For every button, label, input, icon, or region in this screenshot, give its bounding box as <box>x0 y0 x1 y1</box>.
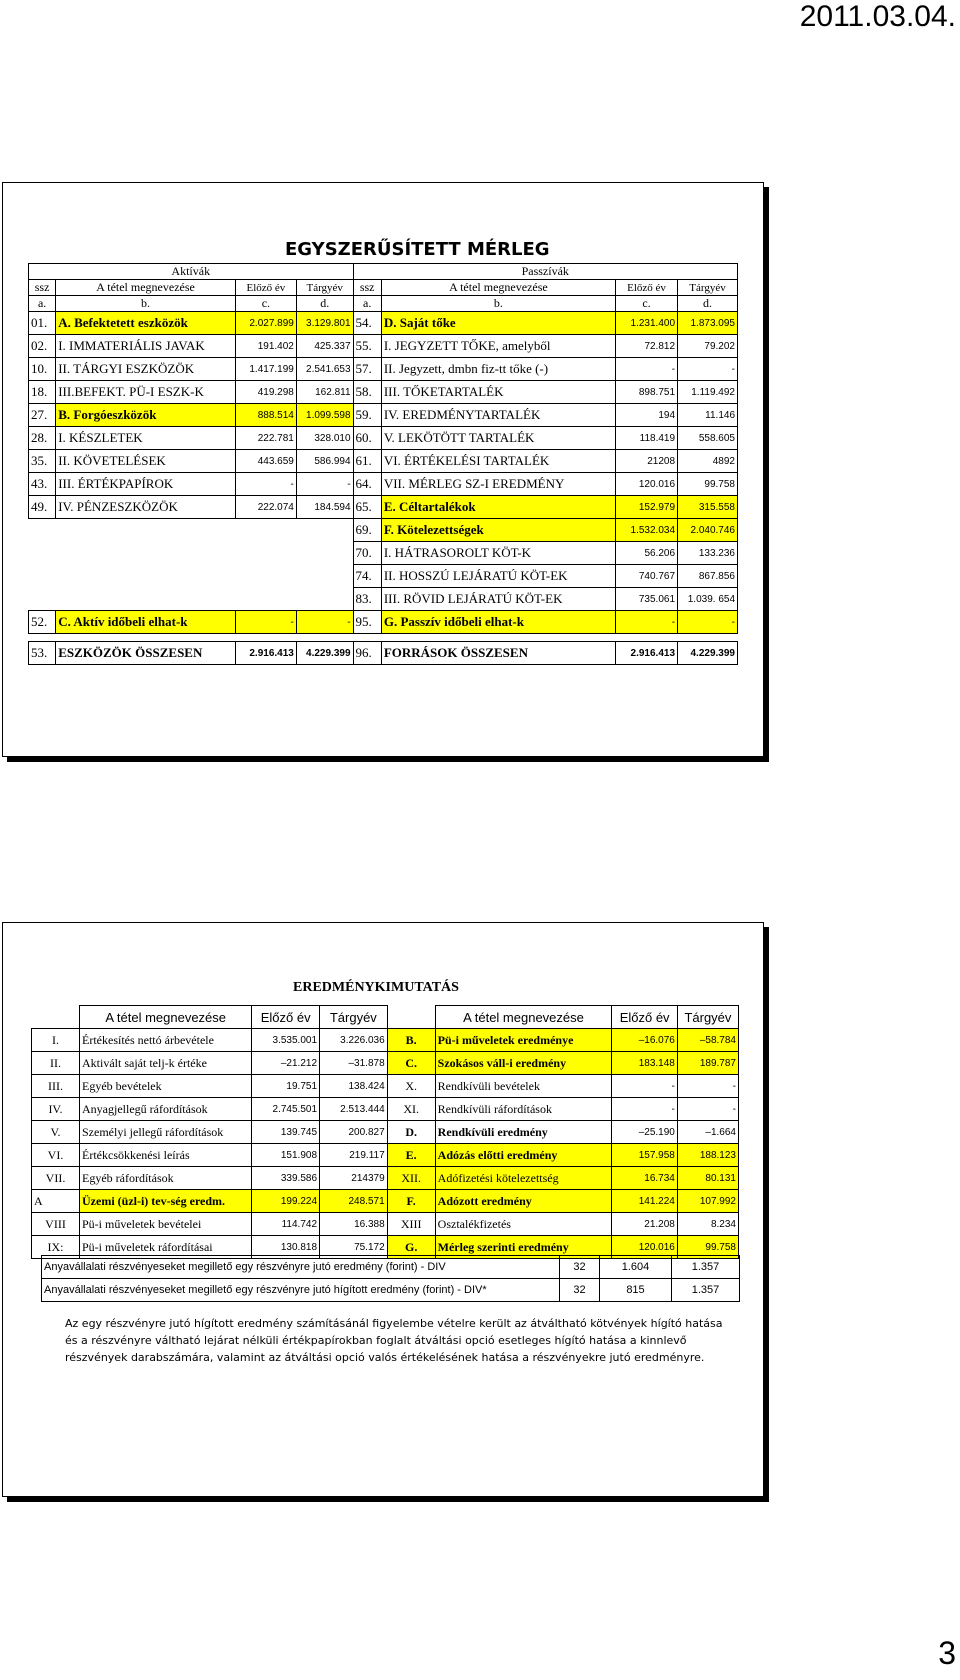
right-row-curr: 2.040.746 <box>678 519 738 542</box>
balance-table <box>28 263 738 665</box>
col-header: ssz <box>29 280 56 296</box>
aktivak-heading: Aktívák <box>29 264 354 280</box>
left-row-ssz: 28. <box>29 427 56 450</box>
left-row-label: B. Forgóeszközök <box>56 404 236 427</box>
income-row <box>32 1213 739 1236</box>
right-row-label: E. Céltartalékok <box>381 496 615 519</box>
left-row-prev: 419.298 <box>235 381 296 404</box>
balance-letter-row <box>29 296 738 312</box>
left-row-ssz: 18. <box>29 381 56 404</box>
left-row-ssz <box>29 565 56 588</box>
left-row-ssz: 01. <box>29 312 56 335</box>
right-row-label: Rendkívüli bevételek <box>435 1075 612 1098</box>
left-row-label: Üzemi (üzl-i) tev-ség eredm. <box>80 1190 252 1213</box>
income-table <box>31 1005 739 1259</box>
left-row-code: A <box>32 1190 80 1213</box>
right-row-prev: - <box>615 611 677 634</box>
left-row-code: VII. <box>32 1167 80 1190</box>
balance-row <box>29 381 738 404</box>
right-row-prev: - <box>615 358 677 381</box>
income-row <box>32 1029 739 1052</box>
left-row-curr: 75.172 <box>320 1236 388 1259</box>
left-row-curr: 586.994 <box>296 450 353 473</box>
right-row-prev: 1.231.400 <box>615 312 677 335</box>
left-row-code: VIII <box>32 1213 80 1236</box>
total-prev: 2.916.413 <box>235 642 296 665</box>
left-row-curr: 184.594 <box>296 496 353 519</box>
col-letter: c. <box>615 296 677 312</box>
left-row-curr: 138.424 <box>320 1075 388 1098</box>
left-row-prev: 114.742 <box>252 1213 320 1236</box>
left-row-curr: 162.811 <box>296 381 353 404</box>
right-row-label: D. Saját tőke <box>381 312 615 335</box>
right-row-prev: 194 <box>615 404 677 427</box>
left-row-curr: 425.337 <box>296 335 353 358</box>
right-row-ssz: 70. <box>353 542 381 565</box>
balance-header-row <box>29 280 738 296</box>
right-row-prev: 735.061 <box>615 588 677 611</box>
left-row-curr: 214379 <box>320 1167 388 1190</box>
right-row-label: III. TŐKETARTALÉK <box>381 381 615 404</box>
income-body <box>32 1029 739 1259</box>
left-row-prev: 199.224 <box>252 1190 320 1213</box>
right-row-label: VII. MÉRLEG SZ-I EREDMÉNY <box>381 473 615 496</box>
right-row-prev: 1.532.034 <box>615 519 677 542</box>
left-row-code: I. <box>32 1029 80 1052</box>
left-row-prev <box>235 588 296 611</box>
income-row <box>32 1167 739 1190</box>
right-row-prev: 56.206 <box>615 542 677 565</box>
left-row-prev: 3.535.001 <box>252 1029 320 1052</box>
eps-div: 32 <box>560 1256 600 1279</box>
left-row-label <box>56 588 236 611</box>
right-row-code: D. <box>387 1121 435 1144</box>
right-row-ssz: 64. <box>353 473 381 496</box>
left-row-label <box>56 519 236 542</box>
left-row-label: Értékesítés nettó árbevétele <box>80 1029 252 1052</box>
eps-curr: 1.357 <box>672 1256 740 1279</box>
balance-row <box>29 450 738 473</box>
right-row-curr: 79.202 <box>678 335 738 358</box>
col-header: Előző év <box>252 1006 320 1029</box>
left-row-prev: –21.212 <box>252 1052 320 1075</box>
col-letter: d. <box>678 296 738 312</box>
right-row-prev: 141.224 <box>612 1190 677 1213</box>
left-row-label: Egyéb ráfordítások <box>80 1167 252 1190</box>
left-row-label: III. ÉRTÉKPAPÍROK <box>56 473 236 496</box>
left-row-label: Pü-i műveletek ráfordításai <box>80 1236 252 1259</box>
right-row-prev: 120.016 <box>615 473 677 496</box>
right-row-label: II. HOSSZÚ LEJÁRATÚ KÖT-EK <box>381 565 615 588</box>
right-row-prev: 21208 <box>615 450 677 473</box>
left-row-label: Egyéb bevételek <box>80 1075 252 1098</box>
col-header: Előző év <box>235 280 296 296</box>
right-row-curr: 1.039. 654 <box>678 588 738 611</box>
balance-row <box>29 473 738 496</box>
income-title: EREDMÉNYKIMUTATÁS <box>293 980 459 995</box>
left-row-code: IV. <box>32 1098 80 1121</box>
right-row-label: Mérleg szerinti eredmény <box>435 1236 612 1259</box>
col-header: Tárgyév <box>677 1006 738 1029</box>
left-row-prev: 222.781 <box>235 427 296 450</box>
eps-prev: 815 <box>600 1279 672 1302</box>
left-row-label: A. Befektetett eszközök <box>56 312 236 335</box>
col-header: Tárgyév <box>320 1006 388 1029</box>
left-row-label: Pü-i műveletek bevételei <box>80 1213 252 1236</box>
left-row-prev: - <box>235 473 296 496</box>
income-row <box>32 1098 739 1121</box>
left-row-prev: 339.586 <box>252 1167 320 1190</box>
left-row-prev: 888.514 <box>235 404 296 427</box>
left-row-ssz: 02. <box>29 335 56 358</box>
left-row-ssz <box>29 542 56 565</box>
col-letter: d. <box>296 296 353 312</box>
right-row-label: F. Kötelezettségek <box>381 519 615 542</box>
balance-row <box>29 312 738 335</box>
income-row <box>32 1075 739 1098</box>
left-row-prev <box>235 519 296 542</box>
right-row-curr: 133.236 <box>678 542 738 565</box>
eps-note: Az egy részvényre jutó hígított eredmény számításánál figyelembe vételre került az átváltható kötvények hígító hatása és a részvényre váltható lejárat nélküli értékpapírokban foglalt átváltási opció esetleges hígító hatása a kinnlevő részvények darabszámára, valamint az átváltási opció valós értékelésének hatása a részvényekre jutó eredményre. <box>65 1317 723 1364</box>
left-row-prev <box>235 565 296 588</box>
left-row-curr: 2.541.653 <box>296 358 353 381</box>
total-ssz: 53. <box>29 642 56 665</box>
right-row-curr: 99.758 <box>678 473 738 496</box>
left-row-curr: –31.878 <box>320 1052 388 1075</box>
left-row-label: Értékcsökkenési leírás <box>80 1144 252 1167</box>
left-row-label <box>56 542 236 565</box>
right-row-prev: 72.812 <box>615 335 677 358</box>
balance-sheet-slide <box>2 182 764 757</box>
date-stamp: 2011.03.04. <box>799 0 956 33</box>
right-row-label: G. Passzív időbeli elhat-k <box>381 611 615 634</box>
balance-row <box>29 404 738 427</box>
left-row-prev: 2.027.899 <box>235 312 296 335</box>
left-row-label: II. TÁRGYI ESZKÖZÖK <box>56 358 236 381</box>
right-row-label: Szokásos váll-i eredmény <box>435 1052 612 1075</box>
right-row-prev: 183.148 <box>612 1052 677 1075</box>
right-row-code: F. <box>387 1190 435 1213</box>
right-row-curr: 188.123 <box>677 1144 738 1167</box>
left-row-curr: 328.010 <box>296 427 353 450</box>
left-row-ssz: 10. <box>29 358 56 381</box>
right-row-label: II. Jegyzett, dmbn fiz-tt tőke (-) <box>381 358 615 381</box>
left-row-prev: 222.074 <box>235 496 296 519</box>
right-row-code: B. <box>387 1029 435 1052</box>
left-row-prev: - <box>235 611 296 634</box>
left-row-label: II. KÖVETELÉSEK <box>56 450 236 473</box>
right-row-label: Adózott eredmény <box>435 1190 612 1213</box>
left-row-prev: 2.745.501 <box>252 1098 320 1121</box>
balance-gap-row <box>29 634 738 642</box>
total-label: ESZKÖZÖK ÖSSZESEN <box>56 642 236 665</box>
right-row-curr: 99.758 <box>677 1236 738 1259</box>
right-row-prev: - <box>612 1075 677 1098</box>
right-row-prev: –16.076 <box>612 1029 677 1052</box>
income-header-row <box>32 1006 739 1029</box>
right-row-prev: 898.751 <box>615 381 677 404</box>
left-row-ssz: 35. <box>29 450 56 473</box>
balance-title: EGYSZERŰSÍTETT MÉRLEG <box>285 239 550 260</box>
left-row-code: IX: <box>32 1236 80 1259</box>
right-row-prev: - <box>612 1098 677 1121</box>
left-row-label <box>56 565 236 588</box>
balance-body <box>29 312 738 634</box>
left-row-curr <box>296 588 353 611</box>
right-row-curr: 867.856 <box>678 565 738 588</box>
balance-row <box>29 335 738 358</box>
left-row-ssz <box>29 519 56 542</box>
left-row-prev: 19.751 <box>252 1075 320 1098</box>
right-row-ssz: 54. <box>353 312 381 335</box>
left-row-prev: 151.908 <box>252 1144 320 1167</box>
eps-prev: 1.604 <box>600 1256 672 1279</box>
total-label: FORRÁSOK ÖSSZESEN <box>381 642 615 665</box>
left-row-ssz: 27. <box>29 404 56 427</box>
right-row-ssz: 69. <box>353 519 381 542</box>
right-row-curr: 80.131 <box>677 1167 738 1190</box>
right-row-curr: - <box>678 611 738 634</box>
col-header: Előző év <box>615 280 677 296</box>
right-row-curr: 4892 <box>678 450 738 473</box>
right-row-curr: –1.664 <box>677 1121 738 1144</box>
left-row-code: VI. <box>32 1144 80 1167</box>
right-row-ssz: 95. <box>353 611 381 634</box>
left-row-curr <box>296 542 353 565</box>
eps-row <box>42 1279 740 1302</box>
left-row-ssz: 43. <box>29 473 56 496</box>
right-row-ssz: 58. <box>353 381 381 404</box>
right-row-code: X. <box>387 1075 435 1098</box>
income-row <box>32 1121 739 1144</box>
col-header: Tárgyév <box>296 280 353 296</box>
right-row-curr: 107.992 <box>677 1190 738 1213</box>
right-row-label: V. LEKÖTÖTT TARTALÉK <box>381 427 615 450</box>
right-row-curr: 315.558 <box>678 496 738 519</box>
right-row-curr: –58.784 <box>677 1029 738 1052</box>
right-row-label: Rendkívüli ráfordítások <box>435 1098 612 1121</box>
right-row-ssz: 57. <box>353 358 381 381</box>
left-row-curr: 3.226.036 <box>320 1029 388 1052</box>
left-row-code: III. <box>32 1075 80 1098</box>
right-row-curr: 558.605 <box>678 427 738 450</box>
eps-row <box>42 1256 740 1279</box>
income-statement-slide <box>2 922 764 1497</box>
income-row <box>32 1144 739 1167</box>
right-row-prev: 152.979 <box>615 496 677 519</box>
right-row-label: Adófizetési kötelezettség <box>435 1167 612 1190</box>
left-row-prev: 191.402 <box>235 335 296 358</box>
left-row-code: V. <box>32 1121 80 1144</box>
page-number: 3 <box>938 1635 956 1671</box>
balance-row <box>29 496 738 519</box>
left-row-label: Aktivált saját telj-k értéke <box>80 1052 252 1075</box>
right-row-ssz: 74. <box>353 565 381 588</box>
right-row-label: III. RÖVID LEJÁRATÚ KÖT-EK <box>381 588 615 611</box>
left-row-ssz: 49. <box>29 496 56 519</box>
left-row-curr: 3.129.801 <box>296 312 353 335</box>
right-row-ssz: 55. <box>353 335 381 358</box>
col-header: A tétel megnevezése <box>56 280 236 296</box>
col-header: A tétel megnevezése <box>435 1006 612 1029</box>
left-row-prev: 1.417.199 <box>235 358 296 381</box>
left-row-prev: 130.818 <box>252 1236 320 1259</box>
right-row-curr: - <box>677 1098 738 1121</box>
right-row-label: I. JEGYZETT TŐKE, amelyből <box>381 335 615 358</box>
right-row-curr: 189.787 <box>677 1052 738 1075</box>
col-letter: b. <box>56 296 236 312</box>
right-row-curr: 1.119.492 <box>678 381 738 404</box>
balance-row <box>29 519 738 542</box>
balance-row <box>29 565 738 588</box>
right-row-ssz: 83. <box>353 588 381 611</box>
income-row <box>32 1190 739 1213</box>
right-row-label: Pü-i műveletek eredménye <box>435 1029 612 1052</box>
total-prev: 2.916.413 <box>615 642 677 665</box>
left-row-label: I. KÉSZLETEK <box>56 427 236 450</box>
right-row-code: XII. <box>387 1167 435 1190</box>
left-row-curr: 16.388 <box>320 1213 388 1236</box>
right-row-curr: 8.234 <box>677 1213 738 1236</box>
right-row-code: C. <box>387 1052 435 1075</box>
balance-row <box>29 588 738 611</box>
right-row-label: VI. ÉRTÉKELÉSI TARTALÉK <box>381 450 615 473</box>
eps-curr: 1.357 <box>672 1279 740 1302</box>
right-row-prev: –25.190 <box>612 1121 677 1144</box>
left-row-label: IV. PÉNZESZKÖZÖK <box>56 496 236 519</box>
left-row-curr: 219.117 <box>320 1144 388 1167</box>
right-row-code: XI. <box>387 1098 435 1121</box>
col-letter: a. <box>29 296 56 312</box>
right-row-prev: 157.958 <box>612 1144 677 1167</box>
col-header: ssz <box>353 280 381 296</box>
right-row-ssz: 61. <box>353 450 381 473</box>
total-curr: 4.229.399 <box>296 642 353 665</box>
right-row-label: Rendkívüli eredmény <box>435 1121 612 1144</box>
right-row-ssz: 60. <box>353 427 381 450</box>
right-row-label: Osztalékfizetés <box>435 1213 612 1236</box>
right-row-label: IV. EREDMÉNYTARTALÉK <box>381 404 615 427</box>
left-row-curr: - <box>296 611 353 634</box>
right-row-curr: - <box>678 358 738 381</box>
right-row-ssz: 65. <box>353 496 381 519</box>
right-row-prev: 16.734 <box>612 1167 677 1190</box>
left-row-label: C. Aktív időbeli elhat-k <box>56 611 236 634</box>
left-row-prev: 139.745 <box>252 1121 320 1144</box>
balance-row <box>29 427 738 450</box>
left-row-curr <box>296 565 353 588</box>
right-row-label: Adózás előtti eredmény <box>435 1144 612 1167</box>
col-header: A tétel megnevezése <box>80 1006 252 1029</box>
left-row-curr: - <box>296 473 353 496</box>
passzivak-heading: Passzívák <box>353 264 737 280</box>
right-row-prev: 120.016 <box>612 1236 677 1259</box>
balance-row <box>29 611 738 634</box>
col-header: A tétel megnevezése <box>381 280 615 296</box>
right-row-curr: 11.146 <box>678 404 738 427</box>
total-ssz: 96. <box>353 642 381 665</box>
eps-table <box>41 1255 740 1302</box>
col-letter: c. <box>235 296 296 312</box>
right-row-label: I. HÁTRASOROLT KÖT-K <box>381 542 615 565</box>
left-row-ssz <box>29 588 56 611</box>
right-row-ssz: 59. <box>353 404 381 427</box>
right-row-code: E. <box>387 1144 435 1167</box>
left-row-prev <box>235 542 296 565</box>
left-row-code: II. <box>32 1052 80 1075</box>
col-header: Tárgyév <box>678 280 738 296</box>
eps-div: 32 <box>560 1279 600 1302</box>
eps-label: Anyavállalati részvényeseket megillető egy részvényre jutó eredmény (forint) - DIV <box>42 1256 560 1279</box>
balance-total-row <box>29 642 738 665</box>
balance-row <box>29 542 738 565</box>
income-row <box>32 1052 739 1075</box>
right-row-prev: 118.419 <box>615 427 677 450</box>
left-row-label: Személyi jellegű ráfordítások <box>80 1121 252 1144</box>
total-curr: 4.229.399 <box>678 642 738 665</box>
right-row-prev: 740.767 <box>615 565 677 588</box>
right-row-prev: 21.208 <box>612 1213 677 1236</box>
right-row-code: XIII <box>387 1213 435 1236</box>
left-row-curr: 1.099.598 <box>296 404 353 427</box>
eps-label: Anyavállalati részvényeseket megillető egy részvényre jutó hígított eredmény (forint) - DIV* <box>42 1279 560 1302</box>
col-letter: a. <box>353 296 381 312</box>
balance-row <box>29 358 738 381</box>
right-row-curr: 1.873.095 <box>678 312 738 335</box>
left-row-label: Anyagjellegű ráfordítások <box>80 1098 252 1121</box>
col-letter: b. <box>381 296 615 312</box>
left-row-curr: 2.513.444 <box>320 1098 388 1121</box>
left-row-label: III.BEFEKT. PÜ-I ESZK-K <box>56 381 236 404</box>
left-row-curr <box>296 519 353 542</box>
right-row-curr: - <box>677 1075 738 1098</box>
balance-section-row <box>29 264 738 280</box>
left-row-curr: 200.827 <box>320 1121 388 1144</box>
left-row-ssz: 52. <box>29 611 56 634</box>
left-row-label: I. IMMATERIÁLIS JAVAK <box>56 335 236 358</box>
left-row-prev: 443.659 <box>235 450 296 473</box>
left-row-curr: 248.571 <box>320 1190 388 1213</box>
right-row-code: G. <box>387 1236 435 1259</box>
col-header: Előző év <box>612 1006 677 1029</box>
